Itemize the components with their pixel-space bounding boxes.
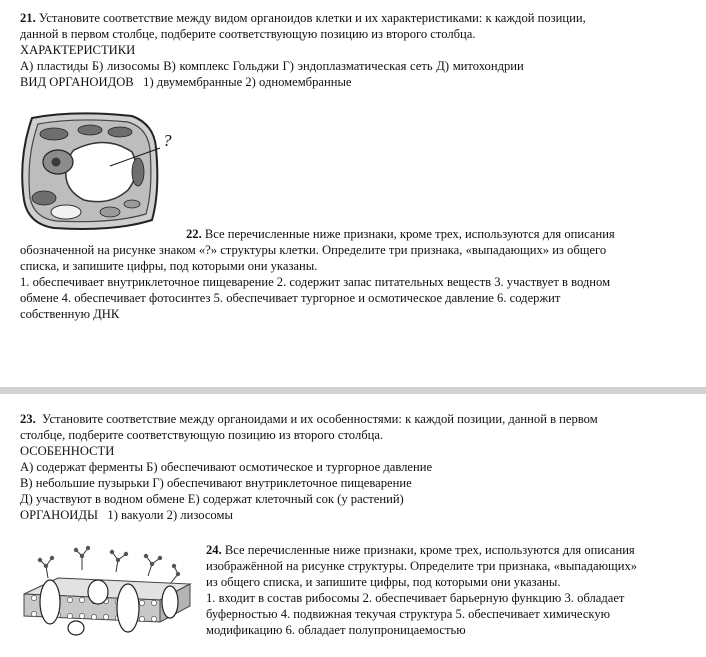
- q21-characteristics-heading: ХАРАКТЕРИСТИКИ: [20, 43, 136, 57]
- q23-organoids: 1) вакуоли 2) лизосомы: [107, 508, 233, 522]
- chloroplast-2: [78, 125, 102, 135]
- vacuole: [66, 142, 136, 201]
- q23-text-1: Установите соответствие между органоидами и их особенностями: к каждой позиции, данной в первом: [42, 412, 598, 426]
- q23-feature-1: А) содержат ферменты Б) обеспечивают осмотическое и тургорное давление: [20, 460, 433, 474]
- section-separator: [0, 387, 706, 394]
- q22-line3: списка, и запишите цифры, под которыми они указаны.: [20, 259, 318, 273]
- plant-cell-figure: [14, 108, 182, 234]
- q21-line2: данной в первом столбце, подберите соответствующую позицию из второго столбца.: [20, 27, 476, 41]
- q23-features-heading: ОСОБЕННОСТИ: [20, 444, 115, 458]
- q22-number: 22.: [186, 227, 202, 241]
- chloroplast-5: [132, 158, 144, 186]
- q22-line1: [186, 226, 615, 242]
- q23-organoids-heading: ОРГАНОИДЫ: [20, 508, 98, 522]
- q23-organoids-line: [20, 507, 233, 523]
- q24-line2: изображённой на рисунке структуры. Определите три признака, «выпадающих»: [206, 559, 638, 573]
- q24-line1: [206, 542, 635, 558]
- nucleolus: [52, 158, 61, 167]
- q24-line5: буферностью 4. подвижная текучая структура 5. обеспечивает химическую: [206, 607, 611, 621]
- q23-line2: столбце, подберите соответствующую позицию из второго столбца.: [20, 428, 384, 442]
- starch-grain: [51, 205, 81, 219]
- q23-number: 23.: [20, 412, 36, 426]
- mitochondrion-1: [100, 207, 120, 217]
- q24-line3: из общего списка, и запишите цифры, под которыми они указаны.: [206, 575, 561, 589]
- q24-line6: модификацию 6. обладает полупроницаемостью: [206, 623, 466, 637]
- chloroplast-1: [40, 128, 68, 140]
- q21-number: 21.: [20, 11, 36, 25]
- mitochondrion-2: [124, 200, 140, 208]
- q21-options: А) пластиды Б) лизосомы В) комплекс Гольджи Г) эндоплазматическая сеть Д) митохондрии: [20, 59, 524, 73]
- cell-membrane-figure: [20, 540, 198, 650]
- q23-feature-3: Д) участвуют в водном обмене Е) содержат клеточный сок (у растений): [20, 492, 404, 506]
- q22-line6: собственную ДНК: [20, 307, 120, 321]
- question-mark: ?: [163, 131, 172, 150]
- q22-line5: обмене 4. обеспечивает фотосинтез 5. обеспечивает тургорное и осмотическое давление 6. содержит: [20, 291, 561, 305]
- q22-line4: 1. обеспечивает внутриклеточное пищеварение 2. содержит запас питательных веществ 3. участвует в водном: [20, 275, 611, 289]
- q24-number: 24.: [206, 543, 222, 557]
- q21-kinds: 1) двумембранные 2) одномембранные: [143, 75, 352, 89]
- q21-kinds-line: [20, 74, 352, 90]
- q21-line1: [20, 10, 586, 26]
- q22-text-1: Все перечисленные ниже признаки, кроме трех, используются для описания: [204, 227, 615, 241]
- chloroplast-3: [108, 127, 132, 137]
- q22-line2: обозначенной на рисунке знаком «?» структуры клетки. Определите три признака, «выпадающих» из общего: [20, 243, 607, 257]
- q24-line4: 1. входит в состав рибосомы 2. обеспечивает барьерную функцию 3. обладает: [206, 591, 625, 605]
- chloroplast-4: [32, 191, 56, 205]
- q24-text-1: Все перечисленные ниже признаки, кроме трех, используются для описания: [224, 543, 635, 557]
- glycocalyx-beads: [38, 546, 180, 576]
- q21-text-1: Установите соответствие между видом органоидов клетки и их характеристиками: к каждой позиции,: [38, 11, 586, 25]
- q23-line1: [20, 411, 598, 427]
- q21-kinds-heading: ВИД ОРГАНОИДОВ: [20, 75, 134, 89]
- q23-feature-2: В) небольшие пузырьки Г) обеспечивают внутриклеточное пищеварение: [20, 476, 412, 490]
